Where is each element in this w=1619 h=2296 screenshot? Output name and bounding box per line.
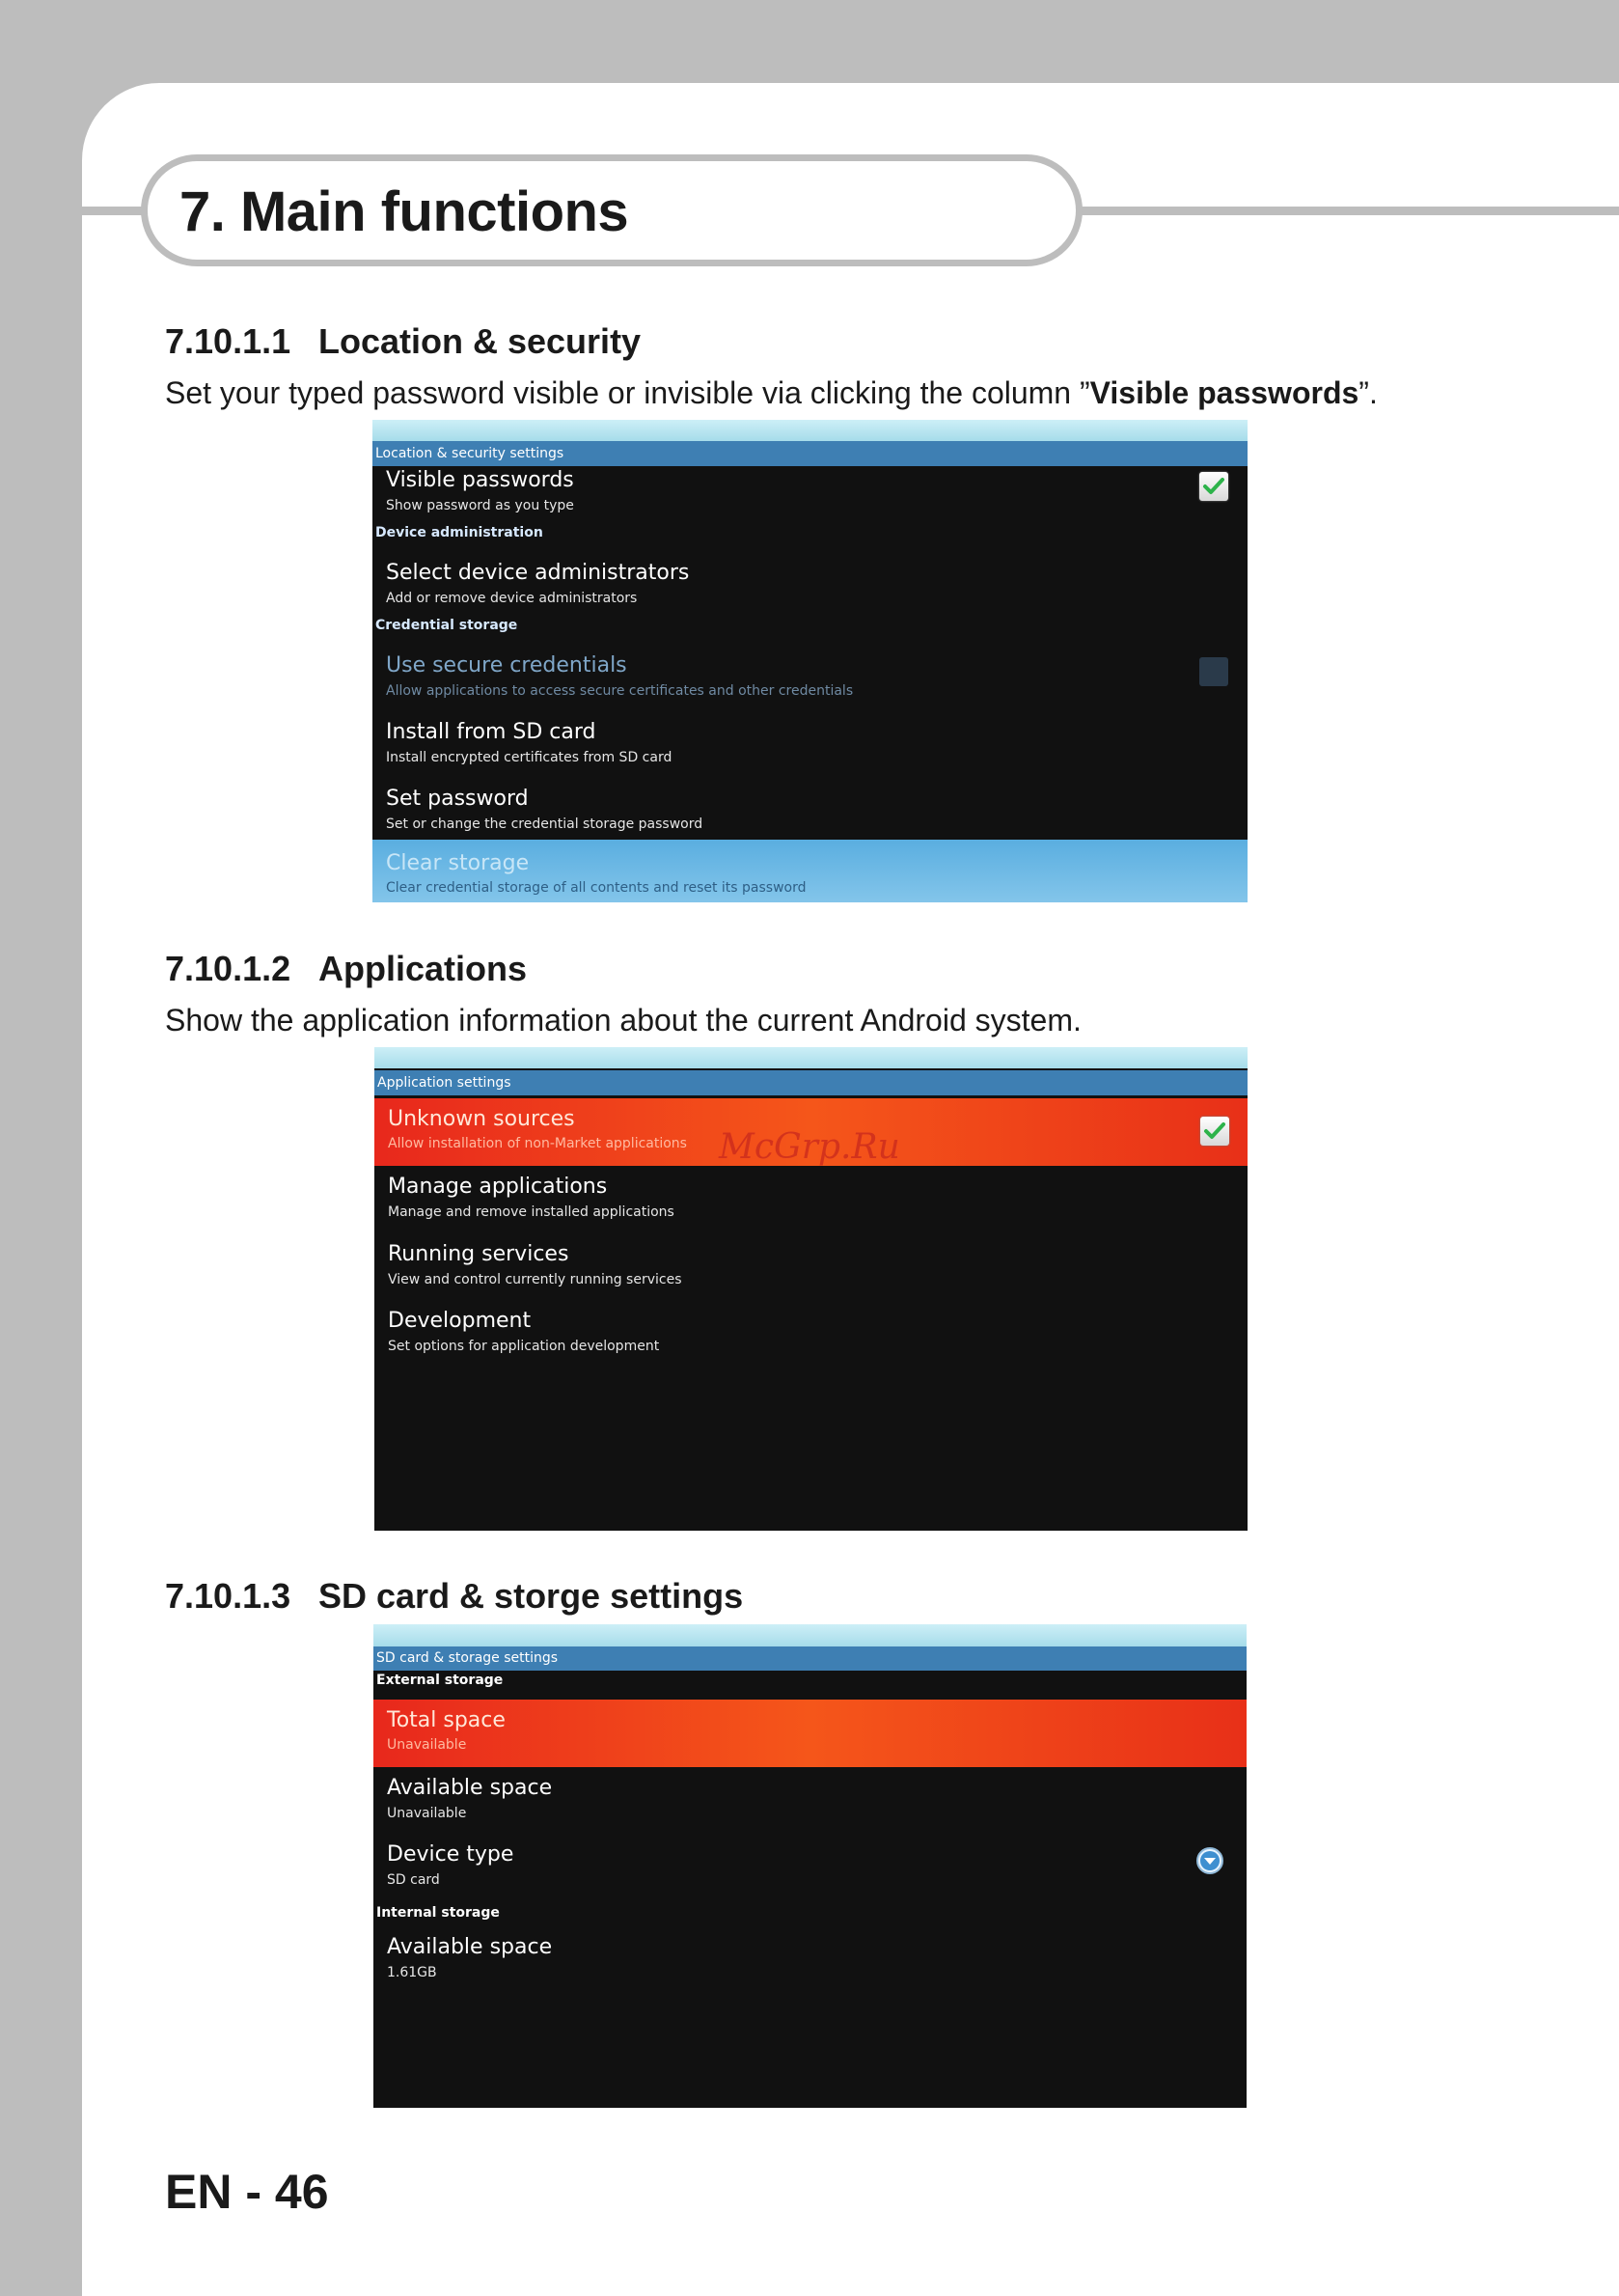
checkbox-checked-icon[interactable] [1199, 472, 1228, 501]
setting-manage-applications[interactable] [374, 1175, 1248, 1240]
setting-title: Running services [388, 1242, 569, 1266]
setting-title: Available space [387, 1776, 553, 1800]
setting-title: Select device administrators [386, 561, 690, 585]
setting-title: Use secure credentials [386, 653, 627, 678]
setting-install-from-sd-card[interactable] [372, 720, 1248, 786]
setting-title: Clear storage [386, 851, 530, 875]
section-description-location [165, 375, 1378, 411]
setting-title: Unknown sources [388, 1107, 575, 1131]
watermark-text: McGrp.Ru [719, 1127, 900, 1167]
setting-title: Visible passwords [386, 468, 574, 492]
status-bar [372, 420, 1248, 441]
setting-total-space[interactable] [373, 1700, 1247, 1767]
status-bar [373, 1624, 1247, 1646]
setting-title: Install from SD card [386, 720, 596, 744]
section-heading-sd-card [165, 1576, 743, 1617]
setting-summary: SD card [387, 1872, 440, 1888]
setting-title: Available space [387, 1935, 553, 1959]
setting-title: Set password [386, 787, 529, 811]
setting-summary: Allow applications to access secure certificates and other credentials [386, 683, 854, 699]
section-number: 7.10.1.2 [165, 949, 291, 988]
setting-title: Manage applications [388, 1175, 608, 1199]
screen-title: Application settings [374, 1070, 1248, 1095]
setting-summary: 1.61GB [387, 1965, 437, 1980]
screenshot-location-security [372, 420, 1248, 902]
setting-summary: Set options for application development [388, 1339, 660, 1354]
setting-device-type[interactable] [373, 1842, 1247, 1908]
setting-summary: View and control currently running services [388, 1272, 682, 1287]
desc-text: Set your typed password visible or invisible via clicking the column ” [165, 375, 1090, 410]
checkbox-checked-icon[interactable] [1200, 1117, 1229, 1146]
page-number: EN - 46 [165, 2165, 329, 2219]
chapter-title: 7. Main functions [179, 180, 629, 243]
status-bar [374, 1047, 1248, 1068]
setting-visible-passwords[interactable] [372, 468, 1248, 534]
setting-select-device-administrators[interactable] [372, 561, 1248, 626]
section-number: 7.10.1.1 [165, 321, 291, 361]
setting-summary: Set or change the credential storage password [386, 816, 703, 832]
setting-summary: Add or remove device administrators [386, 591, 638, 606]
section-heading-location [165, 321, 641, 362]
setting-summary: Unavailable [387, 1737, 467, 1753]
setting-title: Device type [387, 1842, 514, 1867]
setting-title: Total space [387, 1708, 506, 1732]
category-internal-storage: Internal storage [376, 1905, 500, 1921]
setting-available-space-internal[interactable] [373, 1935, 1247, 2001]
dropdown-arrow-icon[interactable] [1195, 1846, 1224, 1875]
setting-clear-storage[interactable] [372, 840, 1248, 902]
setting-title: Development [388, 1309, 532, 1333]
setting-summary: Install encrypted certificates from SD card [386, 750, 672, 765]
screenshot-applications [374, 1047, 1248, 1531]
screen-title: Location & security settings [372, 441, 1248, 466]
section-title: Applications [318, 949, 528, 988]
category-external-storage: External storage [376, 1673, 504, 1688]
setting-available-space-external[interactable] [373, 1776, 1247, 1841]
section-number: 7.10.1.3 [165, 1576, 291, 1616]
category-device-administration: Device administration [375, 525, 543, 540]
setting-summary: Unavailable [387, 1806, 467, 1821]
screenshot-sd-card-storage [373, 1624, 1247, 2108]
section-title: SD card & storge settings [318, 1576, 744, 1616]
section-title: Location & security [318, 321, 642, 361]
setting-summary: Manage and remove installed applications [388, 1204, 674, 1220]
setting-summary: Allow installation of non-Market applications [388, 1136, 687, 1151]
setting-development[interactable] [374, 1309, 1248, 1374]
screen-title: SD card & storage settings [373, 1646, 1247, 1671]
section-description-applications: Show the application information about the current Android system. [165, 1003, 1082, 1037]
category-credential-storage: Credential storage [375, 618, 518, 633]
checkbox-disabled-icon[interactable] [1199, 657, 1228, 686]
desc-text-end: ”. [1358, 375, 1378, 410]
setting-running-services[interactable] [374, 1242, 1248, 1308]
setting-summary: Show password as you type [386, 498, 574, 513]
setting-summary: Clear credential storage of all contents and reset its password [386, 880, 807, 896]
setting-use-secure-credentials[interactable] [372, 653, 1248, 719]
desc-bold-text: Visible passwords [1089, 375, 1359, 410]
section-heading-applications [165, 949, 527, 989]
